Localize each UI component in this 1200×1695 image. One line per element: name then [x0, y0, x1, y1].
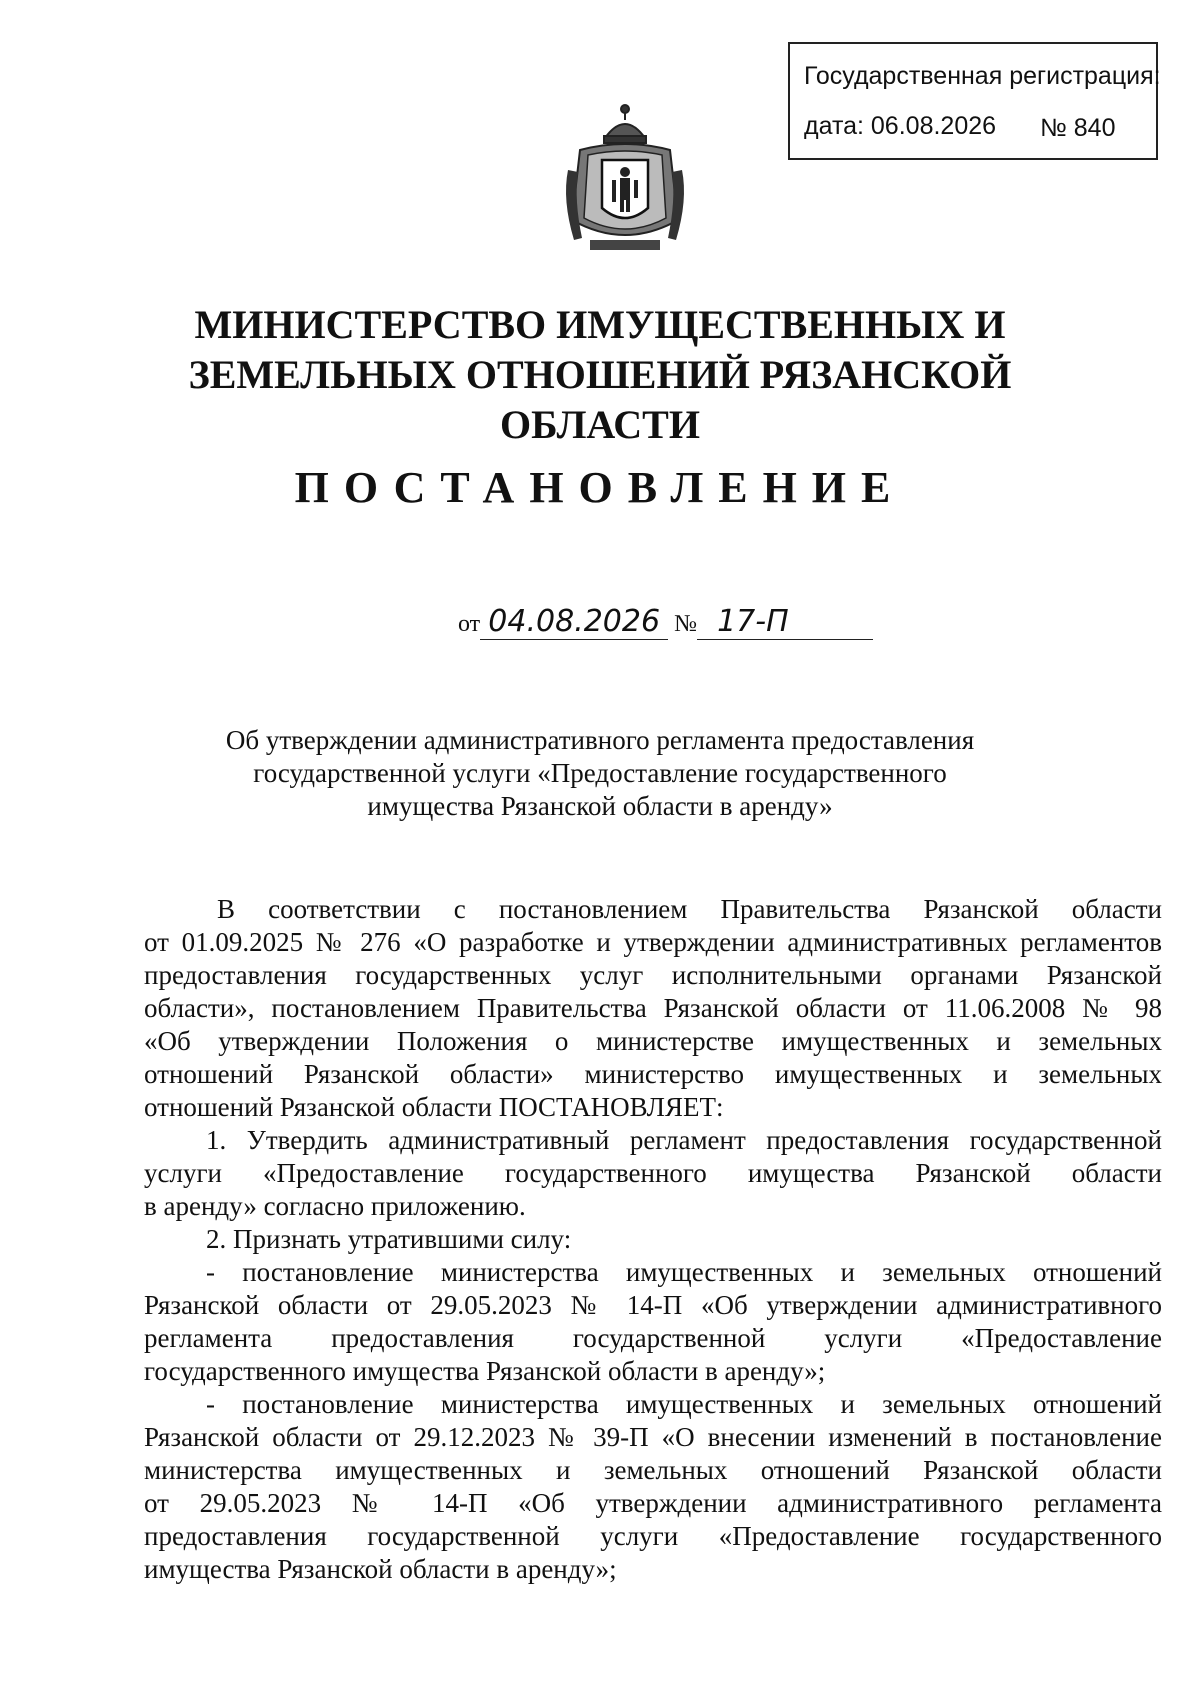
number-label: №	[674, 611, 698, 637]
text-line: В соответствии с постановлением Правительства Рязанской области	[217, 894, 1162, 924]
item-2-paragraph	[144, 1223, 1162, 1256]
text-line: предоставления государственной услуги «Предоставление государственного	[144, 1521, 1162, 1551]
document-type: ПОСТАНОВЛЕНИЕ	[294, 463, 906, 512]
repealed-act-1-paragraph	[144, 1256, 1162, 1388]
text-line: имущества Рязанской области в аренду»;	[144, 1554, 617, 1584]
text-line: регламента предоставления государственной услуги «Предоставление	[144, 1323, 1162, 1353]
handwritten-number: 17-П	[697, 604, 873, 640]
document-date-number-line	[458, 604, 873, 640]
text-line: от 29.05.2023 № 14-П «Об утверждении административного регламента	[144, 1488, 1162, 1518]
handwritten-date: 04.08.2026	[480, 604, 668, 640]
document-subject	[150, 724, 1050, 823]
preamble-paragraph	[144, 893, 1162, 1124]
registration-number: № 840	[1040, 114, 1116, 142]
text-line: области», постановлением Правительства Рязанской области от 11.06.2008 № 98	[144, 993, 1162, 1023]
text-line: Рязанской области от 29.05.2023 № 14-П «Об утверждении административного	[144, 1290, 1162, 1320]
text-line: «Об утверждении Положения о министерстве имущественных и земельных	[144, 1026, 1162, 1056]
registration-date: дата: 06.08.2026	[804, 112, 997, 140]
document-body	[144, 893, 1162, 1586]
text-line: государственного имущества Рязанской области в аренду»;	[144, 1356, 826, 1386]
text-line: министерства имущественных и земельных отношений Рязанской области	[144, 1455, 1162, 1485]
subject-line: государственной услуги «Предоставление государственного	[253, 758, 947, 788]
text-line: - постановление министерства имущественных и земельных отношений	[206, 1389, 1162, 1419]
registration-stamp	[788, 42, 1161, 160]
ministry-name-line2: ЗЕМЕЛЬНЫХ ОТНОШЕНИЙ РЯЗАНСКОЙ ОБЛАСТИ	[188, 352, 1012, 447]
item-1-paragraph	[144, 1124, 1162, 1223]
text-line: отношений Рязанской области» министерство имущественных и земельных	[144, 1059, 1162, 1089]
text-line: от 01.09.2025 № 276 «О разработке и утверждении административных регламентов	[144, 927, 1162, 957]
text-line: Рязанской области от 29.12.2023 № 39-П «О внесении изменений в постановление	[144, 1422, 1162, 1452]
subject-line: имущества Рязанской области в аренду»	[367, 791, 833, 821]
ministry-name-line1: МИНИСТЕРСТВО ИМУЩЕСТВЕННЫХ И	[194, 302, 1006, 347]
registration-title: Государственная регистрация:	[804, 62, 1161, 90]
text-line: 2. Признать утратившими силу:	[206, 1224, 572, 1254]
text-line: 1. Утвердить административный регламент предоставления государственной	[206, 1125, 1162, 1155]
subject-line: Об утверждении административного регламента предоставления	[225, 725, 975, 755]
text-line: отношений Рязанской области ПОСТАНОВЛЯЕТ:	[144, 1092, 724, 1122]
text-line: в аренду» согласно приложению.	[144, 1191, 526, 1221]
ryazan-coat-of-arms-icon	[560, 100, 690, 270]
text-line: предоставления государственных услуг исполнительными органами Рязанской	[144, 960, 1162, 990]
text-line: - постановление министерства имущественных и земельных отношений	[206, 1257, 1162, 1287]
text-line: услуги «Предоставление государственного имущества Рязанской области	[144, 1158, 1162, 1188]
repealed-act-2-paragraph	[144, 1388, 1162, 1586]
ministry-name	[100, 300, 1100, 450]
from-label: от	[458, 611, 481, 637]
